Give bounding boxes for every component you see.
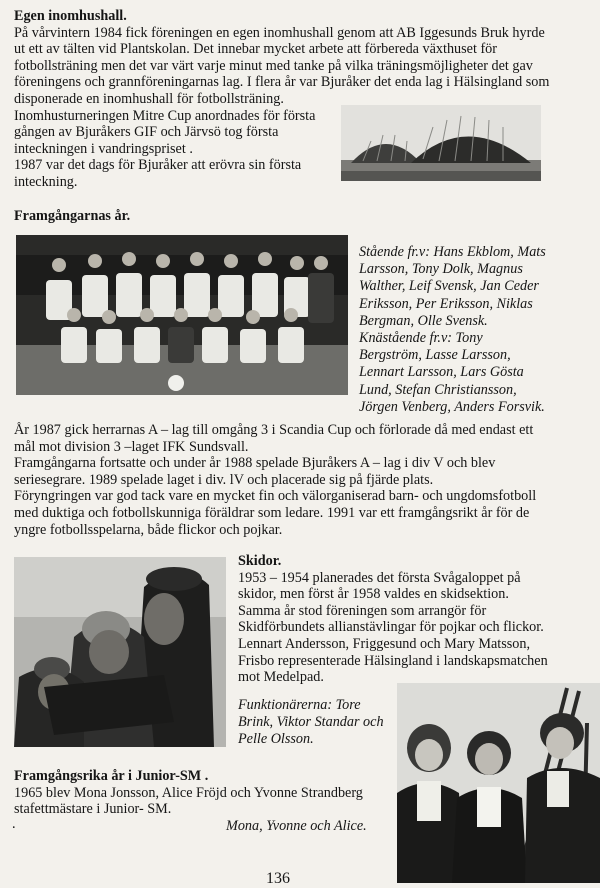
caption-line: Knästående fr.v: Tony — [359, 330, 483, 347]
paragraph-line: ut ett av tälten vid Plantskolan. Det innebar mycket arbete att förbereda växthuset för — [14, 41, 497, 58]
paragraph-line: År 1987 gick herrarnas A – lag till omgång 3 i Scandia Cup och förlorade då med endast ett — [14, 422, 534, 438]
paragraph-line: Frisbo representerade Hälsingland i landskapsmatchen — [238, 652, 548, 669]
paragraph-line: seriesegrare. 1989 spelade laget i div. lV och placerade sig på fjärde plats. — [14, 471, 434, 488]
heading-junior: Framgångsrika år i Junior-SM . — [14, 768, 209, 784]
heading-framgang: Framgångarnas år. — [14, 208, 131, 224]
caption-line: Pelle Olsson. — [238, 731, 314, 747]
caption-line: Brink, Viktor Standar och — [238, 714, 384, 730]
paragraph-line: Föryngringen var god tack vare en mycket fin och välorganiserad barn- och ungdomsfotboll — [14, 488, 537, 505]
team-caption — [359, 244, 546, 416]
caption-line: Eriksson, Per Eriksson, Niklas — [359, 295, 533, 312]
paragraph-line: 1987 var det dags för Bjuråker att erövra sin första — [14, 157, 302, 174]
caption-line: Bergman, Olle Svensk. — [359, 312, 488, 329]
girls-photo — [397, 683, 600, 883]
caption-line: Jörgen Venberg, Anders Forsvik. — [359, 398, 545, 415]
paragraph-line: gången av Bjuråkers GIF och Järvsö tog första — [14, 124, 279, 141]
caption-line: Funktionärerna: Tore — [238, 697, 361, 713]
paragraph-line: 1953 – 1954 planerades det första Svågaloppet på — [238, 569, 521, 586]
team-photo — [16, 235, 348, 395]
paragraph-line: Lennart Andersson, Friggesund och Mary Matsson, — [238, 635, 530, 652]
paragraph-line: inteckning. — [14, 173, 78, 190]
caption-line: Larsson, Tony Dolk, Magnus — [359, 261, 523, 278]
paragraph-line: stafettmästare i Junior- SM. — [14, 801, 172, 818]
paragraph-line: mål mot division 3 –laget IFK Sundsvall. — [14, 438, 249, 455]
heading-inomhushall: Egen inomhushall. — [14, 8, 127, 24]
page-number: 136 — [266, 870, 290, 887]
caption-line: Stående fr.v: Hans Ekblom, Mats — [359, 244, 546, 260]
caption-line: Bergström, Lasse Larsson, — [359, 347, 511, 364]
framgang-body — [14, 422, 536, 538]
paragraph-line: fotbollsträning men det var värt varje minut med tanke på vilka träningsmöjligheter det gav — [14, 57, 533, 74]
paragraph-line: disponerade en inomhushall för fotbollsträning. — [14, 90, 284, 107]
paragraph-line: På vårvintern 1984 fick föreningen en egen inomhushall genom att AB Iggesunds Bruk hyrde — [14, 24, 545, 41]
paragraph-line: mot Medelpad. — [238, 669, 324, 686]
paragraph-line: Samma år stod föreningen som arrangör för — [238, 602, 487, 619]
paragraph-line: Framgångarna fortsatte och under år 1988 spelade Bjuråkers A – lag i div V och blev — [14, 455, 496, 472]
caption-line: Lund, Stefan Christiansson, — [359, 381, 517, 398]
paragraph-line: Inomhusturneringen Mitre Cup anordnades för första — [14, 107, 316, 124]
officials-caption — [238, 697, 384, 748]
section-skidor — [238, 553, 548, 686]
caption-line: Walther, Leif Svensk, Jan Ceder — [359, 278, 539, 295]
paragraph-line: föreningens och grannföreningarnas lag. I flera år var Bjuråker det enda lag i Hälsingland som — [14, 74, 550, 91]
paragraph-line: Skidförbundets allianstävlingar för pojkar och flickor. — [238, 619, 544, 636]
heading-skidor: Skidor. — [238, 553, 282, 569]
paragraph-line: inteckningen i vandringspriset . — [14, 140, 193, 157]
section-junior — [14, 768, 363, 818]
paragraph-line: skidor, men först år 1958 valdes en skidsektion. — [238, 586, 509, 603]
paragraph-line: med duktiga och fotbollskunniga föräldrar som ledare. 1991 var ett framgångsrikt år för de — [14, 504, 530, 521]
paragraph-line: 1965 blev Mona Jonsson, Alice Fröjd och Yvonne Strandberg — [14, 784, 363, 801]
greenhouse-photo — [341, 105, 541, 181]
officials-photo — [14, 557, 226, 747]
girls-caption: Mona, Yvonne och Alice. — [226, 818, 367, 834]
paragraph-line: yngre fotbollsspelarna, både flickor och pojkar. — [14, 521, 283, 538]
stray-dot: . — [12, 816, 16, 832]
caption-line: Lennart Larsson, Lars Gösta — [359, 364, 524, 381]
section-framgang-heading — [14, 208, 130, 225]
